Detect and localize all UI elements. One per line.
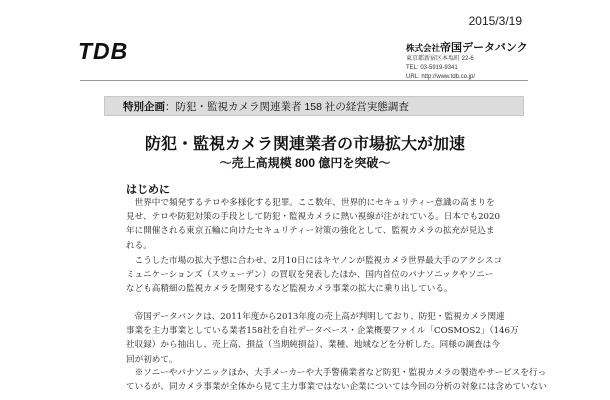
- text-line: ミュニケーションズ（スウェーデン）の買収を発表したほか、国内首位のパナソニックやソニー: [126, 270, 494, 281]
- report-date: 2015/3/19: [468, 14, 522, 28]
- text-line: 事業を主力事業としている業者158社を自社データベース・企業概要ファイル「COSMOS2」（146万: [126, 326, 519, 337]
- text-line: ※ソニーやパナソニックほか、大手メーカーや大手警備業者など防犯・監視カメラの製造やサービスを行っ: [126, 368, 547, 378]
- text-line: なども高精細の監視カメラを開発するなど監視カメラ事業の拡大に乗り出している。: [126, 284, 453, 295]
- company-url: URL: http://www.tdb.co.jp/: [406, 74, 476, 80]
- text-line: こうした市場の拡大予想に合わせ、2月10日にはキヤノンが監視カメラ世界最大手のアクシスコ: [126, 256, 503, 266]
- paragraph-1: [126, 196, 534, 253]
- text-line: れる。: [126, 240, 152, 251]
- company-name-main: 帝国データバンク: [440, 42, 528, 54]
- text-line: 社収録）から抽出し、売上高、損益（当期純損益）、業種、地域などを分析した。同様の調査は今: [126, 340, 500, 351]
- text-line: 帝国データバンクは、2011年度から2013年度の売上高が判明しており、防犯・監視カメラ関連: [126, 312, 505, 322]
- text-line: 見せ、テロや防犯対策の手段として防犯・監視カメラに熱い視線が注がれている。日本でも2020: [126, 212, 500, 223]
- text-line: ているが、同カメラ事業が全体から見て主力事業ではない企業については今回の分析の対象には含めていない: [126, 382, 547, 393]
- company-address: 東京都新宿区本塩町 22-6: [406, 56, 474, 62]
- text-line: 年に開催される東京五輪に向けたセキュリティー対策の強化として、監視カメラの拡充が見込ま: [126, 226, 495, 237]
- document-title: 防犯・監視カメラ関連業者の市場拡大が加速: [144, 136, 465, 153]
- footnote: [126, 366, 547, 394]
- special-feature-box: [104, 96, 524, 116]
- paragraph-2: [126, 254, 534, 297]
- section-heading: はじめに: [126, 184, 170, 196]
- special-feature-label: 特別企画: [123, 101, 165, 113]
- text-line: 世界中で頻発するテロや多様化する犯罪。ここ数年、世界的にセキュリティー意識の高まりを: [126, 198, 495, 208]
- paragraph-3: [126, 310, 534, 367]
- text-line: 回が初めて。: [126, 354, 178, 365]
- company-block: [406, 39, 536, 82]
- company-prefix: 株式会社: [406, 43, 441, 53]
- header-divider: [80, 80, 528, 81]
- tdb-logo: TDB: [78, 38, 129, 64]
- company-tel: TEL: 03-5919-9341: [406, 65, 458, 71]
- document-subtitle: 〜売上高規模 800 億円を突破〜: [219, 156, 391, 170]
- special-feature-text: ：防犯・監視カメラ関連業者 158 社の経営実態調査: [165, 101, 409, 113]
- company-name: [406, 39, 536, 55]
